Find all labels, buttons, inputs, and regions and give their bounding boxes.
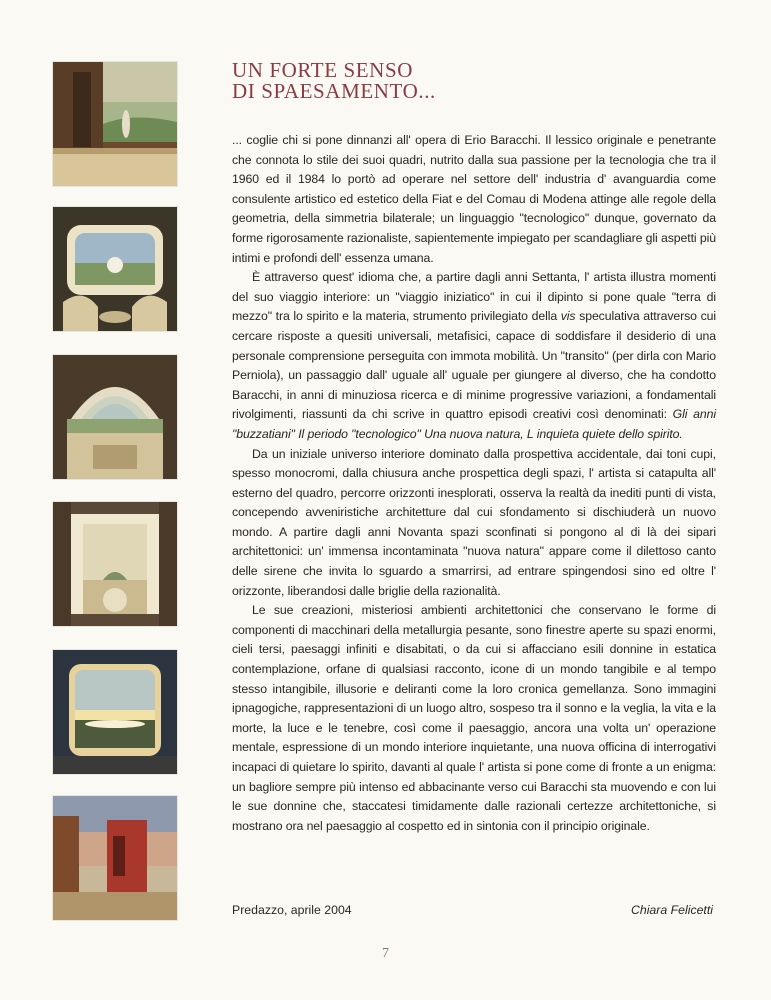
text-run: ... coglie chi si pone dinnanzi all' opera di Erio Baracchi. Il lessico originale e penetrante che connota lo stile dei suoi quadri, nutrito dalla sua passione per la tecnologia che tra il 1960 ed il 1984 lo portò ad operare nel settore dell' industria d' avanguardia come consulente artistico ed estetico della Fiat e del Comau di Modena attinge alle regole della geometria, della simmetria bilaterale; un linguaggio "tecnologico" dunque, governato da forme rigorosamente razionaliste, sapientemente impiegato per scandagliare gli aspetti più intimi e profondi dell' essenza umana. xyxy=(232,133,716,265)
body-paragraph xyxy=(232,445,716,602)
painting-thumbnail-4 xyxy=(53,502,177,626)
text-run: Gli anni "buzzatiani" Il periodo "tecnologico" Una nuova natura, L inquieta quiete dello spirito. xyxy=(232,407,716,441)
painting-thumbnail-1 xyxy=(53,62,177,186)
body-paragraph xyxy=(232,601,716,836)
text-run: vis xyxy=(560,309,576,324)
painting-thumbnail-6 xyxy=(53,796,177,920)
page-title xyxy=(232,60,436,102)
title-line-2: DI SPAESAMENTO... xyxy=(232,79,436,103)
place-date: Predazzo, aprile 2004 xyxy=(232,903,352,917)
text-run: Da un iniziale universo interiore dominato dalla prospettiva accidentale, dai toni cupi, spesso monocromi, dalla chiusura anche prospettica degli spazi, l' artista si catapulta all' esterno del quadro, percorre orizzonti inesplorati, osserva la realtà da inediti punti di vista, concependo avveniristiche architetture dal cui sfondamento si dischiuderà un nuovo mondo. A partire dagli anni Novanta spazi sconfinati si pongono al di là dei sipari architettonici: un' immensa incontaminata "nuova natura" appare come il dilettoso canto delle sirene che invita lo sguardo a smarrirsi, ad entrare spingendosi sino ed oltre l' orizzonte, liberandosi dalle briglie della razionalità. xyxy=(232,446,716,598)
text-run: speculativa attraverso cui cercare risposte a quesiti universali, metafisici, capace di soddisfare il desiderio di una personale comprensione perseguita con immota mobilità. Un "transito" (per dirla con Mario Perniola), un passaggio dall' uguale all' uguale per giungere al diverso, che ha condotto Baracchi, in anni di minuziosa ricerca e di minime progressive variazioni, a fondamentali rivolgimenti, riassunti da chi scrive in quattro episodi creativi così denominati: xyxy=(232,309,716,422)
text-run: È attraverso quest' idioma che, a partire dagli anni Settanta, l' artista illustra momenti del suo viaggio interiore: un "viaggio iniziatico" in cui il dipinto si pone quale "terra di mezzo" tra lo spirito e la materia, strumento privilegiato della xyxy=(232,270,716,324)
body-paragraph xyxy=(232,131,716,268)
title-line-1: UN FORTE SENSO xyxy=(232,58,413,82)
text-run: Le sue creazioni, misteriosi ambienti architettonici che conservano le forme di componenti di macchinari della metallurgia pesante, sono finestre aperte su spazi enormi, cieli tersi, paesaggi infiniti e disabitati, o da cui si affacciano esili donnine in estatica contemplazione, orfane di qualsiasi racconto, icone di un mondo tangibile e al tempo stesso intangibile, illusorie e deliranti come la loro cronica gemellanza. Sono immagini ipnagogiche, rappresentazioni di un luogo altro, sospeso tra il sonno e la veglia, la vita e la morte, la luce e le tenebre, così come il paesaggio, ancora una volta un' operazione mentale, espressione di un mondo interiore inquietante, una nuova officina di interrogativi incapaci di quietare lo spirito, davanti al quale l' artista si pone come di fronte a un enigma: un bagliore sempre più intenso ed abbacinante verso cui Baracchi sta muovendo e con lui le sue donnine che, staccatesi timidamente dalle razionali certezze architettoniche, si mostrano ora nel paesaggio al cospetto ed in sintonia con il principio originale. xyxy=(232,603,716,833)
body-paragraph xyxy=(232,268,716,444)
author-signature: Chiara Felicetti xyxy=(630,903,713,917)
painting-thumbnail-5 xyxy=(53,650,177,774)
page-number: 7 xyxy=(382,946,389,961)
painting-thumbnail-3 xyxy=(53,355,177,479)
painting-thumbnail-2 xyxy=(53,207,177,331)
body-text xyxy=(232,131,716,836)
